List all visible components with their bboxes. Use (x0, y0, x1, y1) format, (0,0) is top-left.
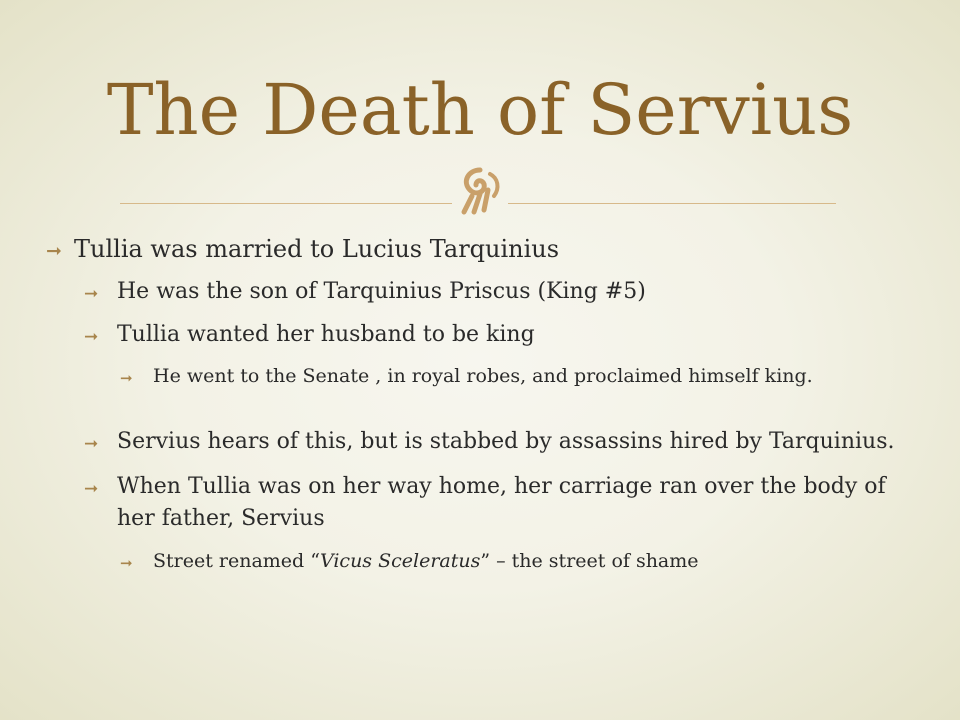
drop-arrow-icon: ➞ (120, 554, 133, 572)
bullet-item (44, 277, 924, 307)
drop-arrow-icon: ➞ (84, 327, 99, 347)
bullet-text: He was the son of Tarquinius Priscus (King #5) (117, 279, 646, 304)
drop-arrow-icon: ➞ (84, 284, 99, 304)
street-name-italic: Vicus Sceleratus (319, 550, 481, 572)
bullet-item (44, 362, 924, 390)
bullet-item (44, 426, 924, 458)
drop-arrow-icon: ➞ (84, 434, 99, 454)
slide-title: The Death of Servius (106, 69, 854, 151)
fleuron-ornament-icon (450, 160, 510, 220)
bullet-item (44, 320, 924, 350)
title-divider-left (120, 203, 452, 204)
drop-arrow-icon: ➞ (46, 240, 62, 262)
bullet-text: Tullia was married to Lucius Tarquinius (74, 235, 560, 263)
bullet-item (44, 547, 924, 575)
bullet-text-before: Street renamed “ (153, 550, 320, 572)
bullet-text-after: ” – the street of shame (480, 550, 699, 572)
bullet-list (44, 234, 924, 575)
spacer (44, 390, 924, 426)
bullet-text: When Tullia was on her way home, her carriage ran over the body of her father, Servius (117, 474, 886, 531)
drop-arrow-icon: ➞ (120, 369, 133, 387)
title-divider-right (508, 203, 836, 204)
bullet-item (44, 471, 924, 535)
bullet-item (44, 234, 924, 264)
bullet-text: Servius hears of this, but is stabbed by assassins hired by Tarquinius. (117, 429, 895, 454)
bullet-text: Tullia wanted her husband to be king (117, 322, 535, 347)
drop-arrow-icon: ➞ (84, 479, 99, 499)
bullet-text: He went to the Senate , in royal robes, and proclaimed himself king. (153, 365, 813, 387)
